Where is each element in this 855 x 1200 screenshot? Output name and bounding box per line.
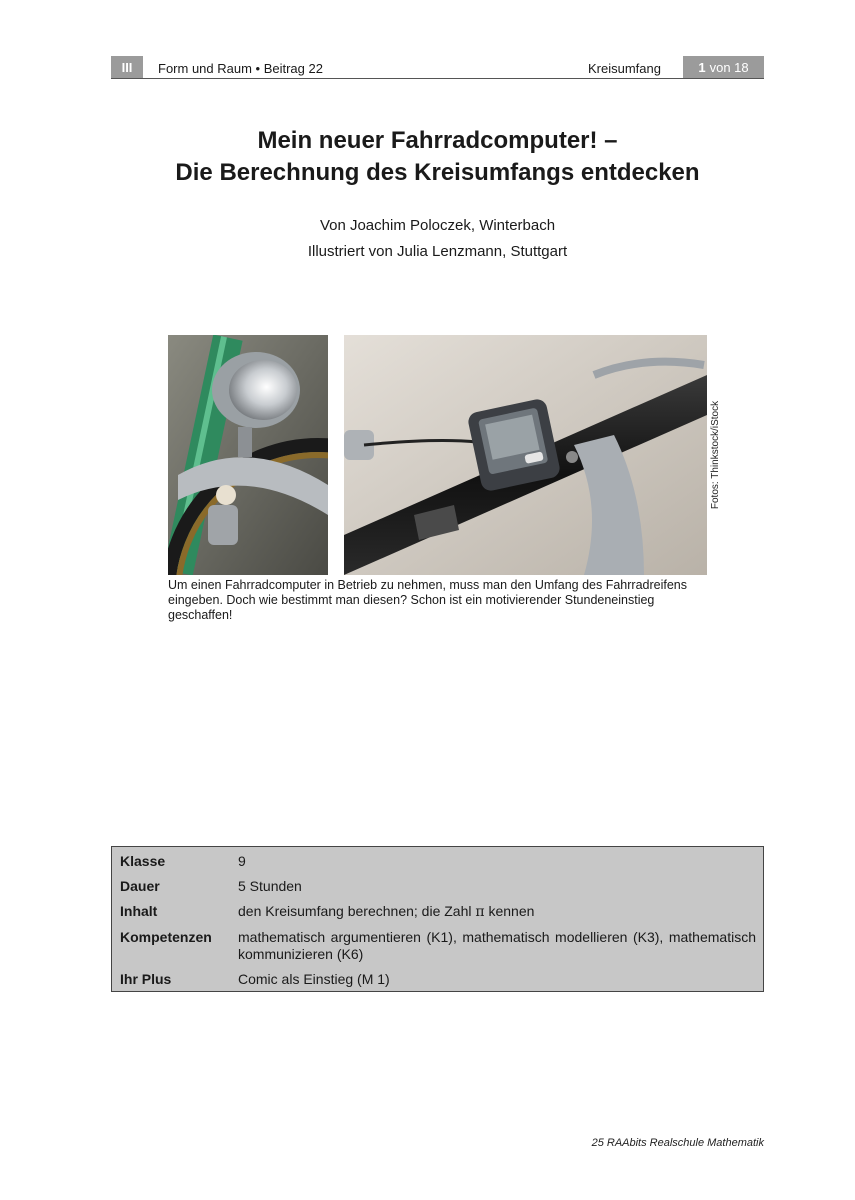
info-value: 5 Stunden <box>238 878 302 894</box>
info-value <box>238 903 756 921</box>
section-tab-label: III <box>121 59 133 75</box>
page-indicator <box>683 56 764 78</box>
header-topic: Form und Raum • Beitrag 22 <box>158 61 323 76</box>
info-value: 9 <box>238 853 246 869</box>
photo-bike-computer <box>344 335 707 575</box>
pi-symbol: π <box>475 904 485 920</box>
info-label: Klasse <box>120 853 166 869</box>
header-chapter: Kreisumfang <box>588 61 661 76</box>
title-line-1: Mein neuer Fahrradcomputer! – <box>257 127 618 154</box>
info-label: Ihr Plus <box>120 971 172 987</box>
title-line-2: Die Berechnung des Kreisumfangs entdecken <box>175 159 700 186</box>
author-line: Von Joachim Poloczek, Winterbach <box>319 217 556 234</box>
info-box <box>111 846 764 992</box>
inhalt-text-pre: den Kreisumfang berechnen; die Zahl <box>238 903 472 919</box>
page-total: von 18 <box>709 59 749 75</box>
info-label: Inhalt <box>120 903 158 919</box>
info-label: Dauer <box>120 878 160 894</box>
photo-credit: Fotos: Thinkstock/iStock <box>710 400 721 510</box>
page-title <box>111 125 764 189</box>
header-rule <box>111 78 764 79</box>
bicycle-lamp-illustration <box>168 335 328 575</box>
info-value: Comic als Einstieg (M 1) <box>238 971 390 987</box>
section-tab <box>111 56 143 78</box>
info-value: mathematisch argumentieren (K1), mathematisch modellieren (K3), mathematisch kommunizieren (K6) <box>238 929 756 962</box>
inhalt-text-post: kennen <box>488 903 535 919</box>
illustrator-line: Illustriert von Julia Lenzmann, Stuttgart <box>307 243 568 260</box>
footer-publication: 25 RAAbits Realschule Mathematik <box>591 1137 764 1149</box>
photo-caption: Um einen Fahrradcomputer in Betrieb zu nehmen, muss man den Umfang des Fahrradreifens eingeben. Doch wie bestimmt man diesen? Schon ist ein motivierender Stundeneinstieg geschaffen! <box>168 578 688 622</box>
bike-computer-illustration <box>344 335 707 575</box>
photo-bicycle-lamp <box>168 335 328 575</box>
page-current: 1 <box>698 59 706 75</box>
info-label: Kompetenzen <box>120 929 212 945</box>
